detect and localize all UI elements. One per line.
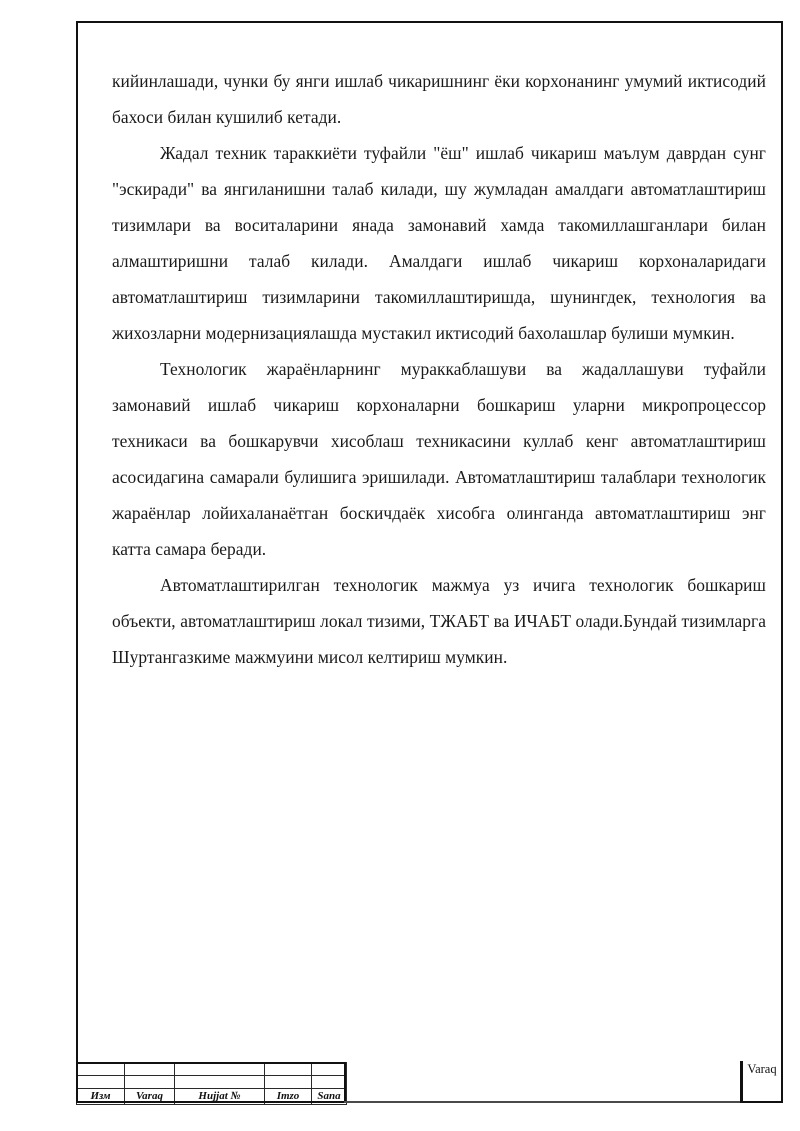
paragraph-4: Автоматлаштирилган технологик мажмуа уз ичига технологик бошкариш объекти, автоматлаштириш локал тизими, ТЖАБТ ва ИЧАБТ олади.Бундай тизимларга Шуртангазкиме мажмуини мисол келтириш мумкин. xyxy=(112,575,766,667)
paragraph-2: Жадал техник тараккиёти туфайли "ёш" ишлаб чикариш маълум даврдан сунг "эскиради" ва янгиланишни талаб килади, шу жумладан амалдаги автоматлаштириш тизимлари ва воситаларини янада замонавий хамда такомиллашганлари билан алмаштиришни талаб килади. Амалдаги ишлаб чикариш корхоналаридаги автоматлаштириш тизимларини такомиллаштиришда, шунингдек, технология ва жихозларни модернизациялашда мустакил иктисодий бахолашлар булиши мумкин. xyxy=(112,143,766,343)
stamp-header-imzo: Imzo xyxy=(265,1089,312,1105)
table-row xyxy=(77,1076,347,1089)
stamp-cell-imzo[interactable] xyxy=(265,1076,312,1089)
paragraph-3: Технологик жараёнларнинг мураккаблашуви ва жадаллашуви туфайли замонавий ишлаб чикариш корхоналарни бошкариш уларни микропроцессор техникаси ва бошкарувчи хисоблаш техникасини куллаб кенг автоматлаштириш асосидагина самарали булишига эришилади. Автоматлаштириш талаблари технологик жараёнлар лойихаланаётган боскичдаёк хисобга олинганда автоматлаштириш энг катта самара беради. xyxy=(112,359,766,559)
stamp-cell-hujjat[interactable] xyxy=(175,1063,265,1076)
stamp-header-sana: Sana xyxy=(312,1089,347,1105)
stamp-cell-varaq[interactable] xyxy=(125,1076,175,1089)
stamp-header-hujjat: Hujjat № xyxy=(175,1089,265,1105)
stamp-baseline-rule xyxy=(344,1101,783,1103)
stamp-header-varaq: Varaq xyxy=(125,1089,175,1105)
stamp-cell-sana[interactable] xyxy=(312,1063,347,1076)
stamp-cell-sana[interactable] xyxy=(312,1076,347,1089)
title-block-stamp xyxy=(76,1062,783,1103)
stamp-header-izm: Изм xyxy=(77,1089,125,1105)
varaq-field[interactable]: Varaq xyxy=(740,1061,783,1103)
paragraph-1: кийинлашади, чунки бу янги ишлаб чикаришнинг ёки корхонанинг умумий иктисодий бахоси билан кушилиб кетади. xyxy=(112,71,766,127)
table-row xyxy=(77,1063,347,1076)
document-body xyxy=(112,63,766,675)
stamp-cell-imzo[interactable] xyxy=(265,1063,312,1076)
stamp-cell-hujjat[interactable] xyxy=(175,1076,265,1089)
stamp-cell-izm[interactable] xyxy=(77,1063,125,1076)
stamp-cell-izm[interactable] xyxy=(77,1076,125,1089)
varaq-baseline-rule xyxy=(740,1101,783,1103)
stamp-table xyxy=(76,1062,347,1105)
stamp-cell-varaq[interactable] xyxy=(125,1063,175,1076)
table-header-row xyxy=(77,1089,347,1105)
